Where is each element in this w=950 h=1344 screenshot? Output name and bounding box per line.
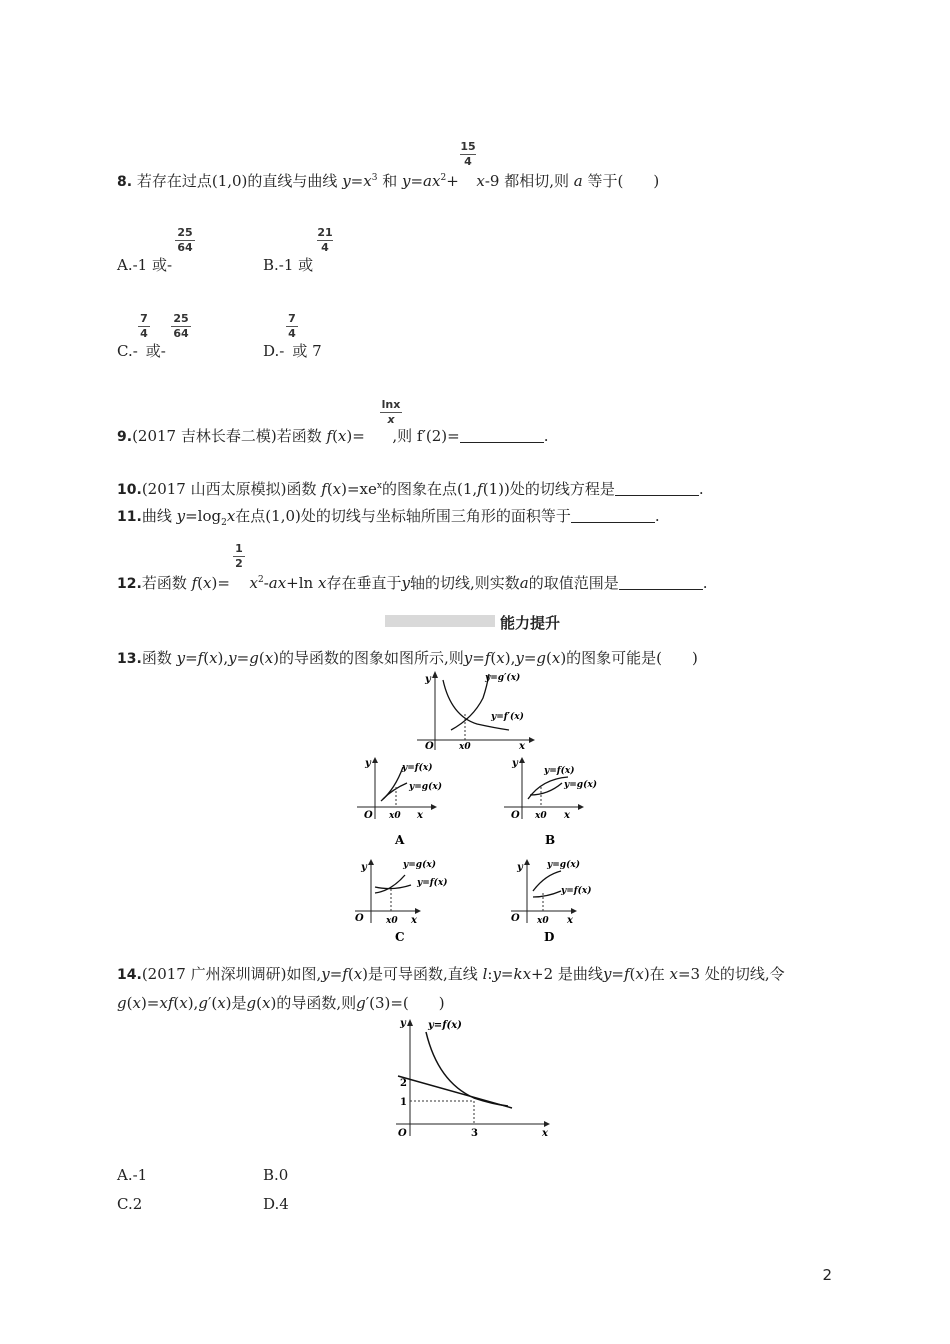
q8-option-d-fraction (286, 313, 298, 340)
q14-text: ( (126, 994, 133, 1012)
question-number: 13. (117, 651, 142, 667)
q10-text: 的图象在点(1, (381, 480, 478, 498)
y-label: y (517, 862, 523, 873)
origin-label: O (511, 913, 520, 924)
q14-expr: x (179, 994, 188, 1012)
q14-expr: x (217, 994, 226, 1012)
q14-expr: y=f (321, 965, 348, 983)
option-label: B.-1 或 (263, 256, 314, 274)
q9-text: ,则 f′(2)= (392, 427, 460, 445)
q12-text: - (263, 574, 269, 592)
q8-sup: 2 (440, 173, 447, 183)
x-axis-arrow (529, 737, 535, 743)
answer-blank[interactable] (571, 508, 655, 523)
question-number: 9. (117, 429, 133, 445)
q8-text: -9 都相切,则 (484, 172, 569, 190)
q10-text: (1))处的切线方程是 (482, 480, 615, 498)
curve-label-bottom: y=f(x) (417, 878, 448, 888)
page-number: 2 (822, 1266, 832, 1284)
q14-text: ), (187, 994, 199, 1012)
fraction-denominator: 4 (140, 327, 148, 340)
q14-text: )是 (225, 994, 247, 1012)
q13-choice-a-graph[interactable] (355, 755, 450, 850)
y-tick-2: 2 (400, 1078, 407, 1089)
q14-expr: l (482, 965, 488, 983)
y-label: y (512, 758, 518, 769)
q14-option-a[interactable]: A.-1 (117, 1166, 148, 1184)
q12-text: 若函数 (141, 574, 187, 592)
curve-label-bottom: y=f(x) (561, 886, 592, 896)
q12-expr: ax (268, 574, 287, 592)
origin-label: O (425, 741, 434, 752)
q8-option-a-fraction (175, 227, 195, 254)
q14-graph (392, 1012, 557, 1142)
origin-label: O (511, 810, 520, 821)
question-9 (117, 426, 548, 447)
y-axis-arrow (368, 859, 374, 865)
q8-text: 等于( ) (587, 172, 660, 190)
q14-text: )是可导函数,直线 (362, 965, 478, 983)
q14-text: =3 处的切线,令 (677, 965, 785, 983)
q13-expr: y=g (228, 649, 259, 667)
fraction-denominator: 64 (173, 327, 189, 340)
q8-option-a (117, 255, 172, 275)
q8-fraction (460, 141, 476, 168)
g-curve (530, 783, 562, 795)
q12-expr: y (401, 574, 410, 592)
x-label: x (411, 915, 417, 926)
y-axis-arrow (519, 757, 525, 763)
fraction-denominator: 4 (321, 241, 329, 254)
q12-expr: a (519, 574, 529, 592)
origin-label: O (355, 913, 364, 924)
origin-label: O (398, 1128, 407, 1139)
q13-expr: y=g (515, 649, 546, 667)
q13-expr: x (209, 649, 218, 667)
q14-expr: xf (159, 994, 174, 1012)
curve-label: y=f(x) (428, 1020, 462, 1031)
q8-option-d (263, 341, 322, 361)
x0-label: x0 (535, 811, 547, 821)
q14-text: +2 是曲线 (531, 965, 603, 983)
x-label: x (564, 810, 570, 821)
y-label: y (361, 862, 367, 873)
q11-expr: x (226, 507, 236, 525)
answer-blank[interactable] (460, 428, 544, 443)
question-14-line-2 (117, 993, 445, 1013)
q12-expr: x (203, 574, 212, 592)
q11-sub: 2 (221, 518, 227, 528)
y-axis-arrow (524, 859, 530, 865)
option-label: 或- (145, 342, 166, 360)
fraction-numerator: 25 (177, 226, 193, 239)
y-axis-arrow (372, 757, 378, 763)
q14-text: )= (140, 994, 160, 1012)
option-label: 或 7 (292, 342, 322, 360)
q13-choice-b-graph[interactable] (502, 755, 602, 850)
q8-plus: + (446, 172, 459, 190)
choice-letter: C (395, 930, 405, 944)
option-label: C.- (117, 342, 138, 360)
q10-text: ( (326, 480, 333, 498)
q14-text: (2017 广州深圳调研)如图, (141, 965, 322, 983)
origin-label: O (364, 810, 373, 821)
q13-expr: x (551, 649, 561, 667)
q12-text: . (702, 574, 708, 592)
fraction-numerator: 21 (317, 226, 333, 239)
q12-text: +ln (286, 574, 314, 592)
q11-text: 在点(1,0)处的切线与坐标轴所围三角形的面积等于 (235, 507, 571, 525)
fraction-denominator: 4 (464, 155, 472, 168)
q13-text: ( (258, 649, 265, 667)
fraction-numerator: 7 (140, 312, 148, 325)
q13-choice-d-graph[interactable] (509, 853, 609, 948)
x-label: x (417, 810, 423, 821)
curve-label-bottom: y=g(x) (564, 780, 597, 790)
question-number: 14. (117, 967, 142, 983)
x-label: x (542, 1128, 548, 1139)
y-label: y (425, 674, 431, 685)
q9-expr: x (337, 427, 347, 445)
q13-expr: x (264, 649, 274, 667)
q9-text: . (543, 427, 549, 445)
x-label: x (519, 741, 525, 752)
y-label: y (365, 758, 371, 769)
q8-option-c-fraction-2 (171, 313, 191, 340)
question-11 (117, 506, 660, 533)
q13-choice-c-graph[interactable] (353, 853, 453, 948)
g-curve (383, 783, 407, 799)
x-tick-3: 3 (471, 1128, 478, 1139)
choice-letter: B (545, 833, 556, 847)
q11-text: =log (185, 507, 222, 525)
q14-expr: x (353, 965, 363, 983)
q12-fraction (233, 543, 245, 570)
x0-label: x0 (459, 742, 471, 752)
q12-text: 存在垂直于 (326, 574, 402, 592)
q8-text: 和 (382, 172, 398, 190)
answer-blank[interactable] (619, 575, 703, 590)
q14-text: : (487, 965, 493, 983)
x-axis-arrow (415, 908, 421, 914)
q8-expr: y=x (342, 172, 372, 190)
question-number: 11. (117, 509, 142, 525)
x-axis-arrow (431, 804, 437, 810)
y-tick-1: 1 (400, 1097, 407, 1108)
q14-text: ( (256, 994, 262, 1012)
x0-label: x0 (386, 916, 398, 926)
q8-expr: a (573, 172, 583, 190)
q14-expr: x (262, 994, 271, 1012)
fraction-numerator: 25 (173, 312, 189, 325)
q13-text: )的图象可能是( ) (560, 649, 698, 667)
q12-text: ( (197, 574, 204, 592)
q12-expr: f (191, 574, 198, 592)
x-axis-arrow (571, 908, 577, 914)
f-curve (533, 891, 561, 897)
fraction-numerator: 7 (288, 312, 296, 325)
x-axis-arrow (578, 804, 584, 810)
q13-expr: y=f (176, 649, 204, 667)
q14-text: ( (629, 965, 636, 983)
f-prime-curve (443, 680, 509, 730)
q14-option-b[interactable]: B.0 (263, 1166, 289, 1184)
x0-label: x0 (389, 811, 401, 821)
question-14-line-1 (117, 964, 785, 985)
option-label: D.- (263, 342, 285, 360)
q9-text: )= (346, 427, 365, 445)
q14-option-c[interactable]: C.2 (117, 1195, 143, 1213)
q8-text: 若存在过点(1,0)的直线与曲线 (136, 172, 338, 190)
q10-sup: x (376, 481, 382, 491)
g-curve (375, 875, 405, 893)
x-axis-arrow (544, 1121, 550, 1127)
curve-label-top: y=f(x) (402, 763, 433, 773)
q11-text: . (654, 507, 660, 525)
section-bar (385, 615, 495, 627)
q14-text: ′(3)=( ) (365, 994, 445, 1012)
x0-label: x0 (537, 916, 549, 926)
q10-expr: x (332, 480, 342, 498)
f-curve (528, 777, 568, 799)
q14-expr: x (132, 994, 141, 1012)
curve-label-top: y=g(x) (547, 860, 580, 870)
fraction-denominator: x (387, 413, 395, 426)
q14-expr: g (356, 994, 366, 1012)
q11-expr: y (176, 507, 186, 525)
fraction-denominator: 2 (235, 557, 243, 570)
g-curve (533, 871, 561, 891)
q8-expr: x (476, 172, 485, 190)
q13-text: ( (490, 649, 497, 667)
q14-expr: g (198, 994, 208, 1012)
f-prime-label: y=f′(x) (491, 712, 524, 722)
q9-expr: f (326, 427, 333, 445)
q13-text: ( (203, 649, 210, 667)
q14-expr: g (117, 994, 127, 1012)
q13-text: 函数 (141, 649, 172, 667)
q13-derivative-graph (415, 668, 535, 752)
choice-letter: A (395, 833, 405, 847)
question-10 (117, 476, 704, 500)
fraction-numerator: 15 (460, 140, 476, 153)
q8-option-c (117, 341, 166, 361)
q14-expr: g (246, 994, 257, 1012)
tangent-line (398, 1076, 512, 1108)
q14-text: )在 (643, 965, 665, 983)
q9-text: ( (332, 427, 338, 445)
question-number: 8. (117, 174, 133, 190)
q13-text: ), (504, 649, 516, 667)
q13-text: ( (546, 649, 552, 667)
q8-expr: y=ax (402, 172, 441, 190)
q10-expr: f (477, 480, 483, 498)
curve-label-top: y=f(x) (544, 766, 575, 776)
q11-text: 曲线 (141, 507, 172, 525)
x-label: x (567, 915, 573, 926)
question-8 (117, 168, 659, 192)
y-label: y (400, 1018, 406, 1029)
q14-text: ( (173, 994, 180, 1012)
q10-text: (2017 山西太原模拟)函数 (141, 480, 317, 498)
q13-expr: x (496, 649, 505, 667)
choice-letter: D (544, 930, 555, 944)
question-number: 12. (117, 576, 142, 592)
q14-expr: x (669, 965, 678, 983)
q8-option-b-fraction (317, 227, 333, 254)
answer-blank[interactable] (615, 481, 699, 496)
g-prime-label: y=g′(x) (485, 673, 521, 683)
option-label: A.-1 或- (117, 256, 173, 274)
q12-sup: 2 (257, 575, 264, 585)
q14-expr: y=f (602, 965, 630, 983)
y-axis-arrow (432, 671, 438, 678)
fraction-numerator: 1 (235, 542, 243, 555)
q12-expr: x (317, 574, 327, 592)
q12-text: 的取值范围是 (528, 574, 619, 592)
q14-text: )的导函数,则 (270, 994, 357, 1012)
q10-text: . (698, 480, 704, 498)
q9-fraction (380, 399, 402, 426)
fraction-numerator: lnx (381, 398, 401, 411)
q14-text: ′( (207, 994, 218, 1012)
q13-text: ), (217, 649, 229, 667)
curve-label-bottom: y=g(x) (409, 782, 442, 792)
f-curve (381, 767, 403, 801)
fraction-denominator: 4 (288, 327, 296, 340)
q8-sup: 3 (371, 173, 378, 183)
q14-expr: x (635, 965, 644, 983)
question-12 (117, 570, 707, 594)
q14-option-d[interactable]: D.4 (263, 1195, 289, 1213)
curve-label-top: y=g(x) (403, 860, 436, 870)
question-number: 10. (117, 482, 142, 498)
fraction-denominator: 64 (177, 241, 193, 254)
q12-text: 轴的切线,则实数 (409, 574, 520, 592)
q10-expr: f (321, 480, 327, 498)
q13-text: )的导函数的图象如图所示,则 (273, 649, 464, 667)
q12-text: )= (211, 574, 230, 592)
q8-option-b (263, 255, 313, 275)
q9-text: (2017 吉林长春二模)若函数 (132, 427, 322, 445)
q10-text: )=xe (341, 480, 377, 498)
question-13 (117, 648, 698, 669)
q12-expr: x (249, 574, 258, 592)
q14-text: ( (347, 965, 354, 983)
y-axis-arrow (407, 1019, 413, 1026)
q8-option-c-fraction-1 (138, 313, 150, 340)
q14-expr: y=kx (492, 965, 532, 983)
section-title: 能力提升 (500, 614, 561, 632)
q13-expr: y=f (463, 649, 491, 667)
